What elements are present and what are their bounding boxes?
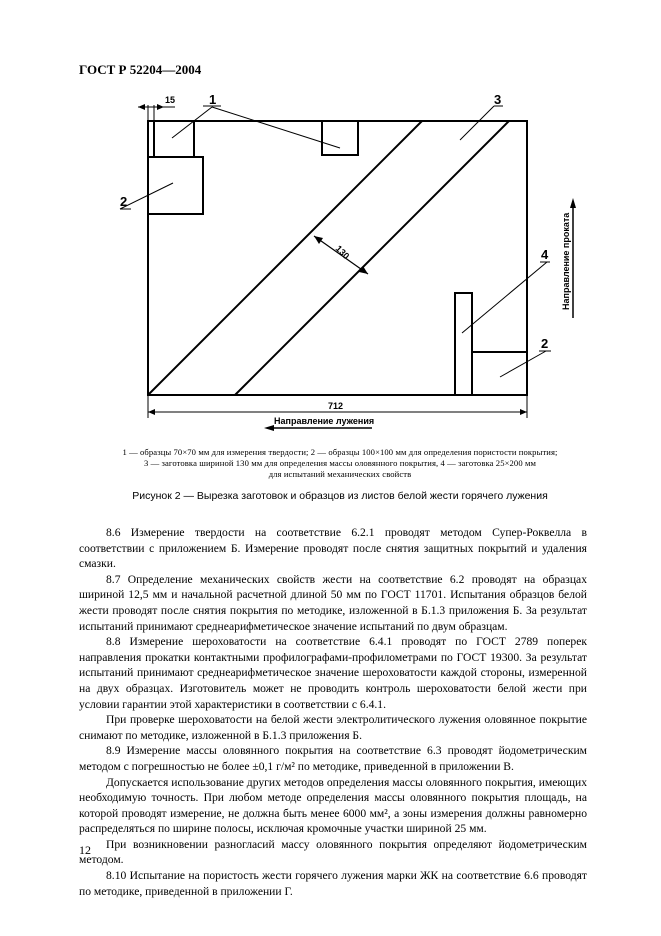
sheet-outline	[148, 121, 527, 395]
paragraph-8-6: 8.6 Измерение твердости на соответствие 6.2.1 проводят методом Супер-Роквелла в соответствии с приложением Б. Измерение проводят после снятия защитных покрытий и удаления смазки.	[79, 526, 587, 571]
label-3: 3	[494, 92, 502, 107]
legend-line: 3 — заготовка шириной 130 мм для определения массы оловянного покрытия, 4 — заготовка 25×200 мм	[143, 458, 537, 468]
page-number: 12	[79, 843, 91, 857]
paragraph-8-8: 8.8 Измерение шероховатости на соответствие 6.4.1 проводят по ГОСТ 2789 поперек направления прокатки контактными профилографами-профилометрами по ГОСТ 19300. За результат испытаний принимают среднеарифметическое значение шероховатости каждой стороны, измеренной на двух образцах. Изготовитель может не проводить контроль шероховатости белой жести при условии гарантии этой характеристики в соответствии с 6.4.1.	[79, 635, 587, 711]
label-4: 4	[541, 247, 549, 262]
label-1: 1	[209, 92, 217, 107]
figure-caption: Рисунок 2 — Вырезка заготовок и образцов из листов белой жести горячего лужения	[132, 490, 548, 502]
document-header: ГОСТ Р 52204—2004	[79, 62, 202, 77]
label-130: 130	[333, 243, 352, 262]
legend-line: для испытаний механических свойств	[268, 469, 412, 479]
blank-cutting-diagram	[0, 0, 661, 440]
paragraph-8-7: 8.7 Определение механических свойств жести на соответствие 6.2 проводят на образцах шириной 12,5 мм и начальной расчетной длиной 50 мм по ГОСТ 11701. Испытания образцов белой жести проводят после снятия покрытия по методике, изложенной в Б.1.3 приложения Б. За результат испытаний принимают среднеарифметическое значение испытаний по двум образцам.	[79, 572, 587, 633]
sample-1-top	[322, 121, 358, 155]
label-712: 712	[328, 401, 344, 411]
paragraph: При проверке шероховатости на белой жести электролитического лужения оловянное покрытие снимают по методике, изложенной в Б.1.3 приложения Б.	[79, 713, 587, 742]
diagonal-strip-edge-left	[148, 121, 422, 395]
sample-2-right	[472, 352, 527, 395]
label-15: 15	[165, 95, 176, 105]
paragraph: При возникновении разногласий массу оловянного покрытия определяют йодометрическим методом.	[79, 837, 587, 867]
rolling-direction-label: Направление проката	[561, 212, 571, 310]
paragraph-8-10: 8.10 Испытание на пористость жести горячего лужения марки ЖК на соответствие 6.6 проводят по методике, приведенной в приложении Г.	[79, 869, 587, 898]
sample-2-left	[148, 157, 203, 214]
diagonal-strip-edge-right	[235, 121, 509, 395]
label-2-right: 2	[541, 336, 549, 351]
paragraph: Допускается использование других методов определения массы оловянного покрытия, имеющих необходимую точность. При любом методе определения массы оловянного покрытия площадь, на которой проводят измерение, не должна быть менее 6000 мм², а зоны измерения должны равномерно распределяться по ширине полосы, исключая кромочные участки шириной 25 мм.	[79, 775, 587, 836]
blank-4	[455, 293, 472, 395]
label-2-left: 2	[120, 194, 128, 209]
paragraph-8-9: 8.9 Измерение массы оловянного покрытия на соответствие 6.3 проводят йодометрическим методом с погрешностью не более ±0,1 г/м² по методике, приведенной в приложении В.	[79, 744, 587, 773]
figure-legend	[70, 447, 610, 480]
sample-1-left	[154, 121, 194, 157]
body-text	[79, 525, 587, 899]
tinning-direction-label: Направление лужения	[274, 416, 375, 426]
legend-line: 1 — образцы 70×70 мм для измерения твердости; 2 — образцы 100×100 мм для определения пористости покрытия;	[122, 447, 558, 457]
